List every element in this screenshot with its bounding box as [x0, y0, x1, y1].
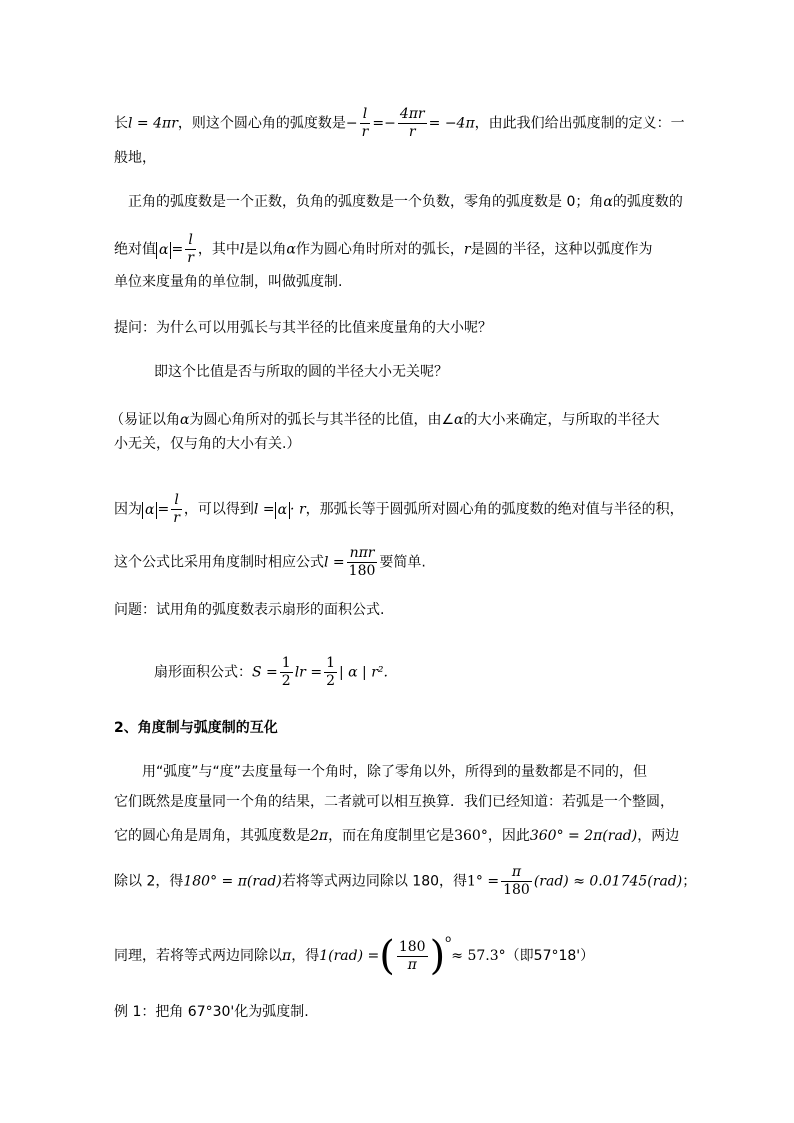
arc-length-eq: l = 4πr	[128, 115, 178, 132]
para2-line1: 正角的弧度数是一个正数，负角的弧度数是一个负数，零角的弧度数是 0；角α的弧度数的	[128, 194, 683, 210]
note-line2: 小无关，仅与角的大小有关.）	[114, 436, 301, 452]
fraction-l-over-r: $\frac{l}{r}$	[187, 232, 194, 266]
para3-line1: 因为 α = $\frac{l}{r}$ ，可以得到l = α · r，那弧长等于圆弧所对圆心角的弧度数的绝对值与半径的积，	[114, 492, 684, 526]
para2-line3: 单位来度量角的单位制，叫做弧度制.	[114, 274, 343, 290]
question-line1: 提问：为什么可以用弧长与其半径的比值来度量角的大小呢？	[114, 320, 492, 336]
fraction-npir-over-180: $\frac{\text{nπr}}{180}$	[348, 545, 376, 579]
para4-line1: 用“弧度”与“度”去度量每一个角时，除了零角以外，所得到的量数都是不同的，但	[142, 764, 648, 780]
para5-line: 同理，若将等式两边同除以π，得1(rad) =( $\frac{180}{\pi}$ )$^o$≈ 57.3°（即57°18'）	[114, 933, 595, 979]
problem-line: 问题：试用角的弧度数表示扇形的面积公式.	[114, 602, 385, 618]
fraction-180-over-pi: $\frac{180}{\pi}$	[398, 938, 426, 973]
para4-line4: 除以 2，得180° = π(rad)若将等式两边同除以 180，得1° = $\frac{\pi}{180}$ (rad) ≈ 0.01745(rad)；	[114, 864, 697, 898]
section-heading: 2、角度制与弧度制的互化	[114, 720, 278, 736]
note-line1: （易证以角α为圆心角所对的弧长与其半径的比值，由∠α的大小来确定，与所取的半径大	[110, 412, 660, 428]
para4-line2: 它们既然是度量同一个角的结果，二者就可以相互换算．我们已经知道：若弧是一个整圆，	[114, 794, 674, 810]
fraction-4pir-over-r: $\frac{4\pi r}{r}$	[399, 106, 425, 140]
para2-line2: 绝对值 α = $\frac{l}{r}$ ，其中l是以角α作为圆心角时所对的弧长，r是圆的半径，这种以弧度作为	[114, 232, 653, 266]
fraction-pi-over-180: $\frac{\pi}{180}$	[503, 864, 530, 898]
fraction-one-half: $\frac{1}{2}$	[281, 655, 291, 689]
sector-formula: 扇形面积公式：S = $\frac{1}{2}$ lr = $\frac{1}{2}$ | α | r².	[154, 655, 388, 689]
para4-line3: 它的圆心角是周角，其弧度数是2π，而在角度制里它是360°，因此360° = 2π(rad)，两边	[114, 828, 680, 844]
para3-line2: 这个公式比采用角度制时相应公式l = $\frac{\text{nπr}}{180}$ 要简单.	[114, 545, 426, 579]
example-line: 例 1：把角 67°30'化为弧度制.	[114, 1004, 309, 1020]
para1-line2: 般地，	[114, 150, 156, 166]
para1-line1: 长l = 4πr，则这个圆心角的弧度数是− $\frac{l}{r}$ =− $\frac{4\pi r}{r}$ = −4π，由此我们给出弧度制的定义：一	[114, 106, 685, 140]
fraction-l-over-r: $\frac{l}{r}$	[173, 492, 180, 526]
fraction-l-over-r: $\frac{l}{r}$	[361, 106, 369, 140]
question-line2: 即这个比值是否与所取的圆的半径大小无关呢？	[154, 364, 448, 380]
fraction-one-half: $\frac{1}{2}$	[326, 655, 335, 689]
